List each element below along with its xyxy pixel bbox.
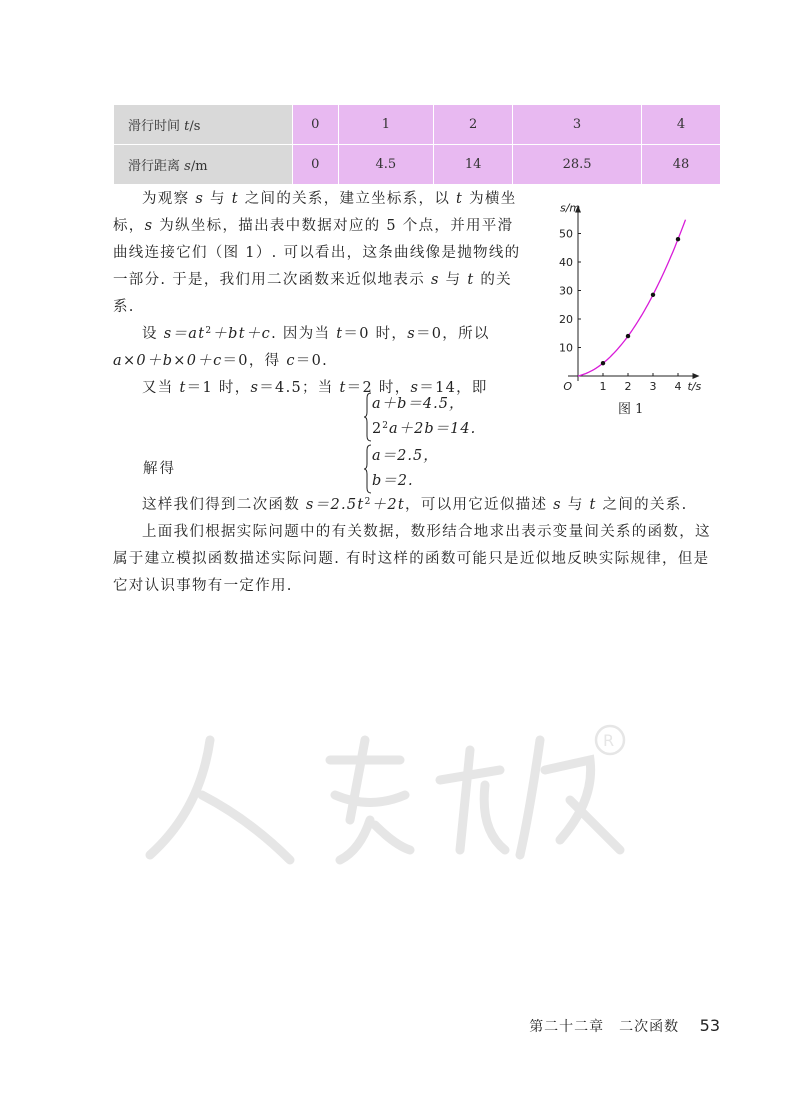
paragraph-conclusion: 上面我们根据实际问题中的有关数据，数形结合地求出表示变量间关系的函数，这属于建立模拟函数描述实际问题. 有时这样的函数可能只是近似地反映实际规律，但是它对认识事物有一定作用. <box>113 524 711 594</box>
table-cell: 28.5 <box>513 145 642 185</box>
equation-line: a＋b＝4.5， <box>372 396 465 412</box>
left-brace-icon <box>364 392 372 442</box>
equation-system-1 <box>372 392 476 442</box>
svg-text:R: R <box>603 731 615 750</box>
figure-1-chart <box>540 190 730 415</box>
left-brace-icon <box>364 444 372 494</box>
table-cell: 4.5 <box>338 145 434 185</box>
row-header-time: 滑行时间 t/s <box>114 105 293 145</box>
label-solve: 解得 <box>143 461 176 477</box>
y-tick-label: 50 <box>559 227 573 241</box>
x-axis-label: t/s <box>687 380 702 393</box>
page-footer <box>529 1016 720 1036</box>
data-point <box>601 361 605 365</box>
equation-line: $2^2a+2b=14$. <box>372 421 477 437</box>
figure-caption: 图 1 <box>618 402 644 417</box>
equation-line: a＝2.5， <box>372 448 439 464</box>
parabola-curve <box>578 220 686 376</box>
x-axis-arrow <box>693 373 700 379</box>
body-text <box>113 186 523 402</box>
origin-label: O <box>563 380 572 393</box>
table-cell: 3 <box>513 105 642 145</box>
y-tick-label: 20 <box>559 313 573 326</box>
table-cell: 1 <box>338 105 434 145</box>
row-header-distance: 滑行距离 s/m <box>114 145 293 185</box>
data-point <box>626 334 630 338</box>
publisher-watermark-logo <box>140 700 660 880</box>
x-tick-label: 2 <box>624 380 632 393</box>
y-tick-label: 40 <box>559 256 573 269</box>
y-tick-label: 10 <box>559 341 573 355</box>
chapter-title: 第二十二章 二次函数 <box>529 1019 680 1035</box>
paragraph-substitute: 又当 t＝1 时，s＝4.5；当 t＝2 时，s＝14，即 <box>142 380 488 396</box>
page-number: 53 <box>699 1016 720 1035</box>
table-cell: 0 <box>293 105 339 145</box>
table-cell: 0 <box>293 145 339 185</box>
equation-system-2 <box>372 444 439 494</box>
table-row <box>114 105 721 145</box>
table-cell: 2 <box>434 105 513 145</box>
body-text-wide <box>113 492 723 600</box>
y-axis-label: s/m <box>560 201 581 215</box>
paragraph-result: 这样我们得到二次函数 $s=2.5t^2+2t$，可以用它近似描述 s 与 t 之间的关系. <box>142 497 688 513</box>
x-tick-label: 3 <box>649 380 657 393</box>
equation-line: b＝2. <box>372 473 414 489</box>
data-point <box>676 237 680 241</box>
paragraph-observe: 为观察 s 与 t 之间的关系，建立坐标系，以 t 为横坐标，s 为纵坐标，描出表中数据对应的 5 个点，并用平滑曲线连接它们（图 1）. 可以看出，这条曲线像是抛物线的一部分. 于是，我们用二次函数来近似地表示 s 与 t 的关系. <box>113 191 521 315</box>
chart-svg <box>540 190 730 415</box>
table-cell: 4 <box>642 105 721 145</box>
data-point <box>651 293 655 297</box>
paragraph-assume: 设 $s=at^2+bt+c$. 因为当 t＝0 时，s＝0，所以 a×0＋b×0＋c＝0，得 c＝0. <box>113 326 490 369</box>
data-table <box>113 104 721 185</box>
table-cell: 48 <box>642 145 721 185</box>
x-tick-label: 1 <box>599 380 607 393</box>
table-cell: 14 <box>434 145 513 185</box>
table-row <box>114 145 721 185</box>
x-tick-label: 4 <box>674 380 682 393</box>
y-tick-label: 30 <box>559 284 573 298</box>
